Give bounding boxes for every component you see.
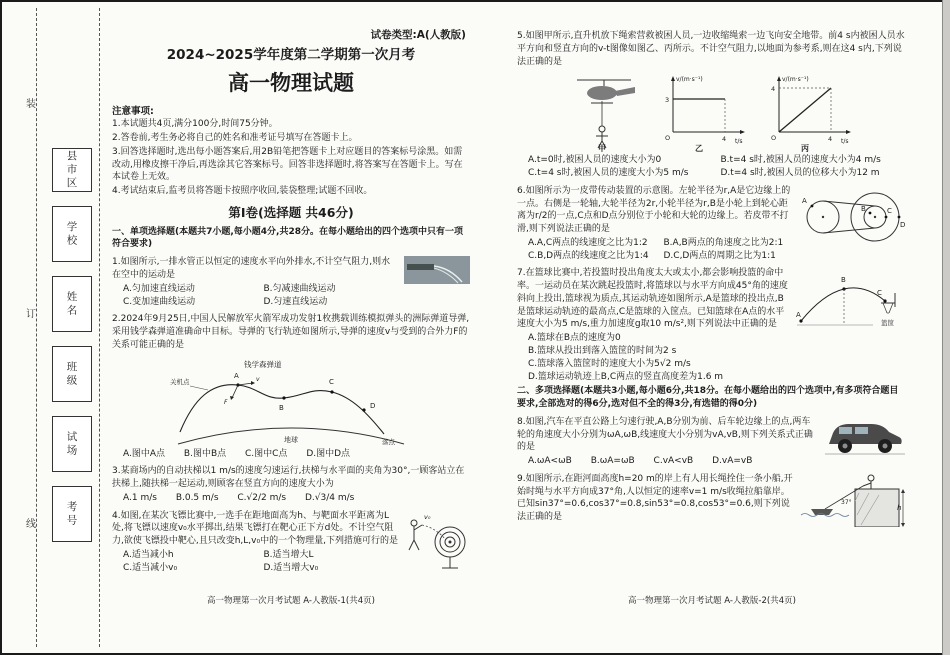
x-axis-label: t/s bbox=[841, 138, 849, 146]
student-info-label-class: 班级 bbox=[65, 360, 78, 388]
height-arrow-top bbox=[901, 489, 905, 493]
question-8-stem: 8.如图,汽车在平直公路上匀速行驶,A,B分别为前、后车轮边缘上的点,两车轮的角速度大小分别为ωA,ωB,线速度大小分别为vA,vB,则下列关系式正确的是 bbox=[517, 416, 813, 453]
q5-option-a: A.t=0时,被困人员的速度大小为0 bbox=[528, 155, 662, 166]
pipe-shape bbox=[407, 264, 434, 270]
car-window-rear bbox=[855, 427, 868, 434]
page-title: 高一物理试题 bbox=[228, 71, 354, 96]
point-A-dot bbox=[811, 204, 814, 207]
q3-option-b: B.0.5 m/s bbox=[175, 492, 219, 503]
figure-bing-label: 丙 bbox=[801, 144, 809, 153]
binding-dashed-line-outer bbox=[36, 8, 37, 647]
term-title: 2024~2025学年度第二学期第一次月考 bbox=[166, 46, 416, 63]
point-B-label: B bbox=[861, 204, 866, 213]
origin-label: O bbox=[665, 134, 671, 143]
height-arrow-bottom bbox=[901, 523, 905, 527]
boat-hull bbox=[811, 509, 833, 515]
q8-option-c: C.vA<vB bbox=[653, 456, 694, 467]
x-axis-arrow bbox=[846, 130, 851, 134]
wheel-hub-front bbox=[883, 443, 888, 448]
q6-option-a: A.A,C两点的线速度之比为1:2 bbox=[528, 237, 648, 248]
question-2-stem: 2.2024年9月25日,中国人民解放军火箭军成功发射1枚携载训练模拟弹头的洲际弹道导弹,采用钱学森弹道准确命中目标。导弹的飞行轨迹如图所示,导弹的速度v与受到的合外力F的关系可能正确的是 bbox=[112, 314, 470, 350]
question-5 bbox=[517, 30, 907, 180]
student-info-label-examroom: 试场 bbox=[65, 430, 78, 458]
q5-option-b: B.t=4 s时,被困人员的速度大小为4 m/s bbox=[720, 155, 881, 166]
student-info-box-examroom bbox=[52, 416, 92, 472]
q4-option-a: A.适当减小h bbox=[123, 549, 174, 560]
point-D-dot bbox=[362, 408, 365, 411]
question-6-stem: 6.如图所示为一皮带传动装置的示意图。左轮半径为r,A是它边缘上的一点。右侧是一轮轴,大轮半径为2r,小轮半径为r,B是小轮上到轮心距离为r/2的一点,C点和D点分别位于小轮和大轮的边缘上。若皮带不打滑,则下列说法正确的是 bbox=[517, 185, 791, 235]
question-8-options bbox=[517, 455, 907, 468]
q5-graph-yi bbox=[657, 70, 749, 152]
person-head bbox=[868, 475, 874, 481]
q7-option-c: C.篮球落入篮筐时的速度大小为5√2 m/s bbox=[528, 358, 691, 369]
rope-angle-label: 37° bbox=[841, 498, 852, 506]
dart-path bbox=[422, 525, 446, 540]
right-page-column bbox=[517, 30, 907, 529]
question-3-stem: 3.某商场内的自动扶梯以1 m/s的速度匀速运行,扶梯与水平面的夹角为30°,一顾客站立在扶梯上,随扶梯一起运动,则顾客在竖直方向的速度大小为 bbox=[112, 466, 465, 490]
student-info-box-school bbox=[52, 206, 92, 262]
q7-basketball-trajectory-figure bbox=[795, 267, 907, 331]
wheel-hub-rear bbox=[843, 443, 848, 448]
q6-belt-drive-figure bbox=[799, 185, 907, 245]
note-item-1: 1.本试题共4页,满分100分,时间75分钟。 bbox=[112, 119, 278, 130]
point-A-label: A bbox=[796, 311, 801, 320]
right-wheel-center bbox=[874, 216, 876, 218]
question-8 bbox=[517, 416, 907, 468]
q7-option-b: B.篮球从投出到落入篮筐的时间为2 s bbox=[528, 346, 677, 357]
left-page-column bbox=[112, 28, 470, 574]
thrower-leg-1 bbox=[409, 540, 414, 550]
question-7-options bbox=[517, 332, 907, 383]
q6-option-c: C.B,D两点的线速度之比为1:4 bbox=[528, 250, 649, 261]
note-item-2: 2.答卷前,考生务必将自己的姓名和准考证号填写在答题卡上。 bbox=[112, 133, 358, 144]
question-9 bbox=[517, 473, 907, 529]
student-info-label-name: 姓名 bbox=[65, 290, 78, 318]
single-choice-header: 一、单项选择题(本题共7小题,每小题4分,共28分。在每小题给出的四个选项中只有一项符合要求) bbox=[112, 226, 464, 250]
q5-option-c: C.t=4 s时,被困人员的速度大小为5 m/s bbox=[528, 168, 689, 179]
note-item-4: 4.考试结束后,监考员将答题卡按照序收回,装袋整理;试题不回收。 bbox=[112, 186, 373, 197]
point-D-label: D bbox=[900, 220, 906, 229]
q6-option-d: D.C,D两点的周期之比为1:1 bbox=[663, 250, 776, 261]
q8-option-b: B.ωA=ωB bbox=[590, 456, 635, 467]
helicopter-tail bbox=[615, 87, 635, 96]
question-7 bbox=[517, 267, 907, 383]
river-bank bbox=[855, 489, 902, 527]
ramp-velocity-line bbox=[779, 88, 831, 132]
q2-option-d: D.图中D点 bbox=[306, 448, 351, 459]
section-1-title: 第Ⅰ卷(选择题 共46分) bbox=[228, 204, 354, 220]
q3-option-d: D.√3/4 m/s bbox=[304, 492, 355, 503]
helicopter-body bbox=[587, 86, 617, 100]
height-label: h bbox=[897, 503, 902, 512]
q6-option-b: B.A,B两点的角速度之比为2:1 bbox=[663, 237, 784, 248]
x-axis-arrow bbox=[740, 130, 745, 134]
exam-type-label: 试卷类型:A(人教版) bbox=[370, 29, 466, 41]
velocity-label: v bbox=[256, 375, 260, 383]
velocity-arrow-A bbox=[238, 383, 253, 385]
q2-trajectory-figure bbox=[166, 354, 416, 446]
basket-net-2 bbox=[889, 303, 893, 313]
y-axis-label: v/(m·s⁻¹) bbox=[782, 76, 809, 84]
q5-helicopter-figure bbox=[569, 70, 643, 152]
point-D-label: D bbox=[370, 401, 376, 410]
q4-option-c: C.适当减小v₀ bbox=[123, 562, 178, 573]
q2-option-b: B.图中B点 bbox=[183, 448, 227, 459]
question-6 bbox=[517, 185, 907, 263]
page-footer-left: 高一物理第一次月考试题 A-人教版-1(共4页) bbox=[207, 596, 375, 606]
notes-title: 注意事项: bbox=[112, 105, 154, 117]
student-info-label-county: 县市区 bbox=[65, 149, 78, 191]
point-C-dot bbox=[330, 390, 333, 393]
student-info-label-school: 学校 bbox=[65, 220, 78, 248]
question-2 bbox=[112, 313, 470, 460]
earth-label: 地球 bbox=[284, 435, 298, 444]
thrower-head bbox=[411, 520, 417, 526]
force-label: F bbox=[224, 398, 228, 406]
q7-option-a: A.篮球在B点的速度为0 bbox=[528, 333, 621, 344]
binding-char-ding: 订 bbox=[26, 309, 36, 320]
question-4-options bbox=[112, 549, 398, 575]
x-tick-4: 4 bbox=[722, 135, 727, 144]
point-C-label: C bbox=[887, 206, 892, 215]
scan-edge-left bbox=[0, 0, 2, 655]
multi-choice-header: 二、多项选择题(本题共3小题,每小题6分,共18分。在每小题给出的四个选项中,有多项符合题目要求,全部选对的得6分,选对但不全的得3分,有选错的得0分) bbox=[517, 386, 899, 410]
x-tick-4: 4 bbox=[828, 135, 833, 144]
q1-option-d: D.匀速直线运动 bbox=[263, 296, 328, 307]
thrower-leg-2 bbox=[414, 540, 419, 550]
binding-dashed-line-inner bbox=[99, 8, 100, 647]
question-1-stem: 1.如图所示,一排水管正以恒定的速度水平向外排水,不计空气阻力,则水在空中的运动是 bbox=[112, 257, 391, 280]
q3-option-c: C.√2/2 m/s bbox=[237, 492, 287, 503]
y-tick-3: 3 bbox=[665, 96, 670, 105]
point-A-label: A bbox=[234, 371, 239, 380]
question-5-stem: 5.如图甲所示,直升机放下绳索营救被困人员,一边收缩绳索一边飞向安全地带。前4 s内被困人员水平方向和竖直方向的v-t图像如图乙、丙所示。不计空气阻力,以地面为参考系,则在这4 s内,下列说法正确的是 bbox=[517, 31, 905, 67]
target-bullseye bbox=[449, 540, 452, 543]
point-B-label: B bbox=[279, 403, 284, 412]
ball-trajectory bbox=[801, 288, 885, 321]
question-5-options bbox=[517, 154, 907, 180]
q3-option-a: A.1 m/s bbox=[123, 492, 157, 503]
q8-option-a: A.ωA<ωB bbox=[528, 456, 572, 467]
page-footer-right: 高一物理第一次月考试题 A-人教版-2(共4页) bbox=[628, 596, 796, 606]
landing-point-label: 落点 bbox=[382, 437, 395, 446]
figure-jia-label: 甲 bbox=[598, 144, 606, 153]
student-info-box-examno bbox=[52, 486, 92, 542]
engine-cutoff-label: 关机点 bbox=[170, 377, 190, 386]
student-info-box-class bbox=[52, 346, 92, 402]
y-tick-4: 4 bbox=[771, 85, 776, 94]
left-wheel-center bbox=[822, 216, 824, 218]
question-1 bbox=[112, 256, 470, 308]
q1-option-c: C.变加速曲线运动 bbox=[123, 296, 196, 307]
question-2-options bbox=[112, 448, 470, 461]
basket-net-1 bbox=[883, 303, 887, 313]
y-axis-arrow bbox=[671, 76, 675, 81]
point-B-label: B bbox=[841, 276, 846, 285]
q4-option-b: B.适当增大L bbox=[263, 549, 314, 560]
q4-option-d: D.适当增大v₀ bbox=[263, 562, 319, 573]
q5-option-d: D.t=4 s时,被困人员的位移大小为12 m bbox=[720, 168, 880, 179]
student-info-label-examno: 考号 bbox=[65, 500, 78, 528]
q7-option-d: D.篮球运动轨迹上B,C两点的竖直高度差为1.6 m bbox=[528, 371, 724, 382]
q1-water-pipe-photo bbox=[404, 256, 470, 284]
point-A-dot bbox=[799, 320, 802, 323]
scan-edge-right bbox=[942, 0, 950, 655]
x-axis-label: t/s bbox=[735, 138, 743, 146]
q1-option-b: B.匀减速曲线运动 bbox=[263, 283, 336, 294]
question-3-options bbox=[112, 492, 470, 505]
notes-section bbox=[112, 105, 470, 198]
binding-char-zhuang: 装 bbox=[26, 99, 36, 110]
point-D-dot bbox=[898, 215, 901, 218]
basket-label: 篮筐 bbox=[881, 319, 894, 328]
q5-graph-bing bbox=[763, 70, 855, 152]
question-4-stem: 4.如图,在某次飞镖比赛中,一选手在距地面高为h、与靶面水平距离为L处,将飞镖以速度v₀水平掷出,结果飞镖打在靶心正下方d处。不计空气阻力,欲使飞镖投中靶心,且只改变h,L,v₀中的一个物理量,下列措施可行的是 bbox=[112, 510, 398, 547]
velocity-arrowhead-A bbox=[251, 381, 255, 385]
question-7-stem: 7.在篮球比赛中,若投篮时投出角度太大或太小,都会影响投篮的命中率。一运动员在某次跳起投篮时,将篮球以与水平方向成45°角的速度斜向上投出,篮球视为质点,其运动轨迹如图所示,A是篮球的投出点,B是篮球运动轨迹的最高点,C是篮球的入筐点。已知篮球在A点的水平速度大小为5 m/s,重力加速度g取10 m/s²,则下列说法中正确的是 bbox=[517, 268, 788, 330]
force-arrowhead-A bbox=[230, 396, 234, 400]
binding-char-xian: 线 bbox=[26, 519, 36, 530]
figure-yi-label: 乙 bbox=[695, 144, 703, 153]
car-window-front bbox=[839, 427, 852, 434]
scan-edge-top bbox=[0, 0, 947, 2]
y-axis-arrow bbox=[777, 76, 781, 81]
question-1-options bbox=[112, 283, 398, 309]
q9-boat-rope-figure bbox=[799, 473, 907, 527]
point-C-dot bbox=[883, 300, 886, 303]
force-arrow-A bbox=[232, 385, 238, 398]
question-9-stem: 9.如图所示,在距河面高度h=20 m的岸上有人用长绳拴住一条小船,开始时绳与水平方向成37°角,人以恒定的速率v=1 m/s收绳拉船靠岸。已知sin37°=0.6,cos37°=0.8,sin53°=0.8,cos53°=0.6,则下列说法正确的是 bbox=[517, 473, 793, 523]
trajectory-title-label: 钱学森弹道 bbox=[244, 359, 282, 369]
q5-figure-row bbox=[517, 70, 907, 152]
point-B-dot bbox=[869, 211, 872, 214]
origin-label: O bbox=[771, 134, 777, 143]
note-item-3: 3.回答选择题时,选出每小题答案后,用2B铅笔把答题卡上对应题目的答案标号涂黑。如需改动,用橡皮擦干净后,再选涂其它答案标号。回答非选择题时,将答案写在答题卡上。写在本试卷上无效。 bbox=[112, 146, 463, 183]
cutoff-pointer-line bbox=[190, 386, 208, 390]
question-3 bbox=[112, 465, 470, 504]
question-4 bbox=[112, 510, 470, 575]
v0-label: v₀ bbox=[424, 512, 431, 521]
y-axis-label: v/(m·s⁻¹) bbox=[676, 76, 703, 84]
student-info-box-county bbox=[52, 148, 92, 192]
q2-option-a: A.图中A点 bbox=[123, 448, 166, 459]
point-C-dot bbox=[885, 215, 888, 218]
rescued-person-head bbox=[599, 126, 605, 132]
point-C-label: C bbox=[877, 289, 882, 298]
q8-option-d: D.vA=vB bbox=[712, 456, 753, 467]
point-B-dot bbox=[282, 396, 285, 399]
point-C-label: C bbox=[329, 377, 334, 386]
q1-option-a: A.匀加速直线运动 bbox=[123, 283, 195, 294]
q4-dart-target-figure bbox=[404, 510, 470, 572]
q2-option-c: C.图中C点 bbox=[245, 448, 288, 459]
student-info-box-name bbox=[52, 276, 92, 332]
question-6-options bbox=[517, 237, 793, 263]
person-arm bbox=[863, 483, 871, 486]
point-A-label: A bbox=[802, 196, 807, 205]
q8-car-figure bbox=[823, 416, 907, 456]
